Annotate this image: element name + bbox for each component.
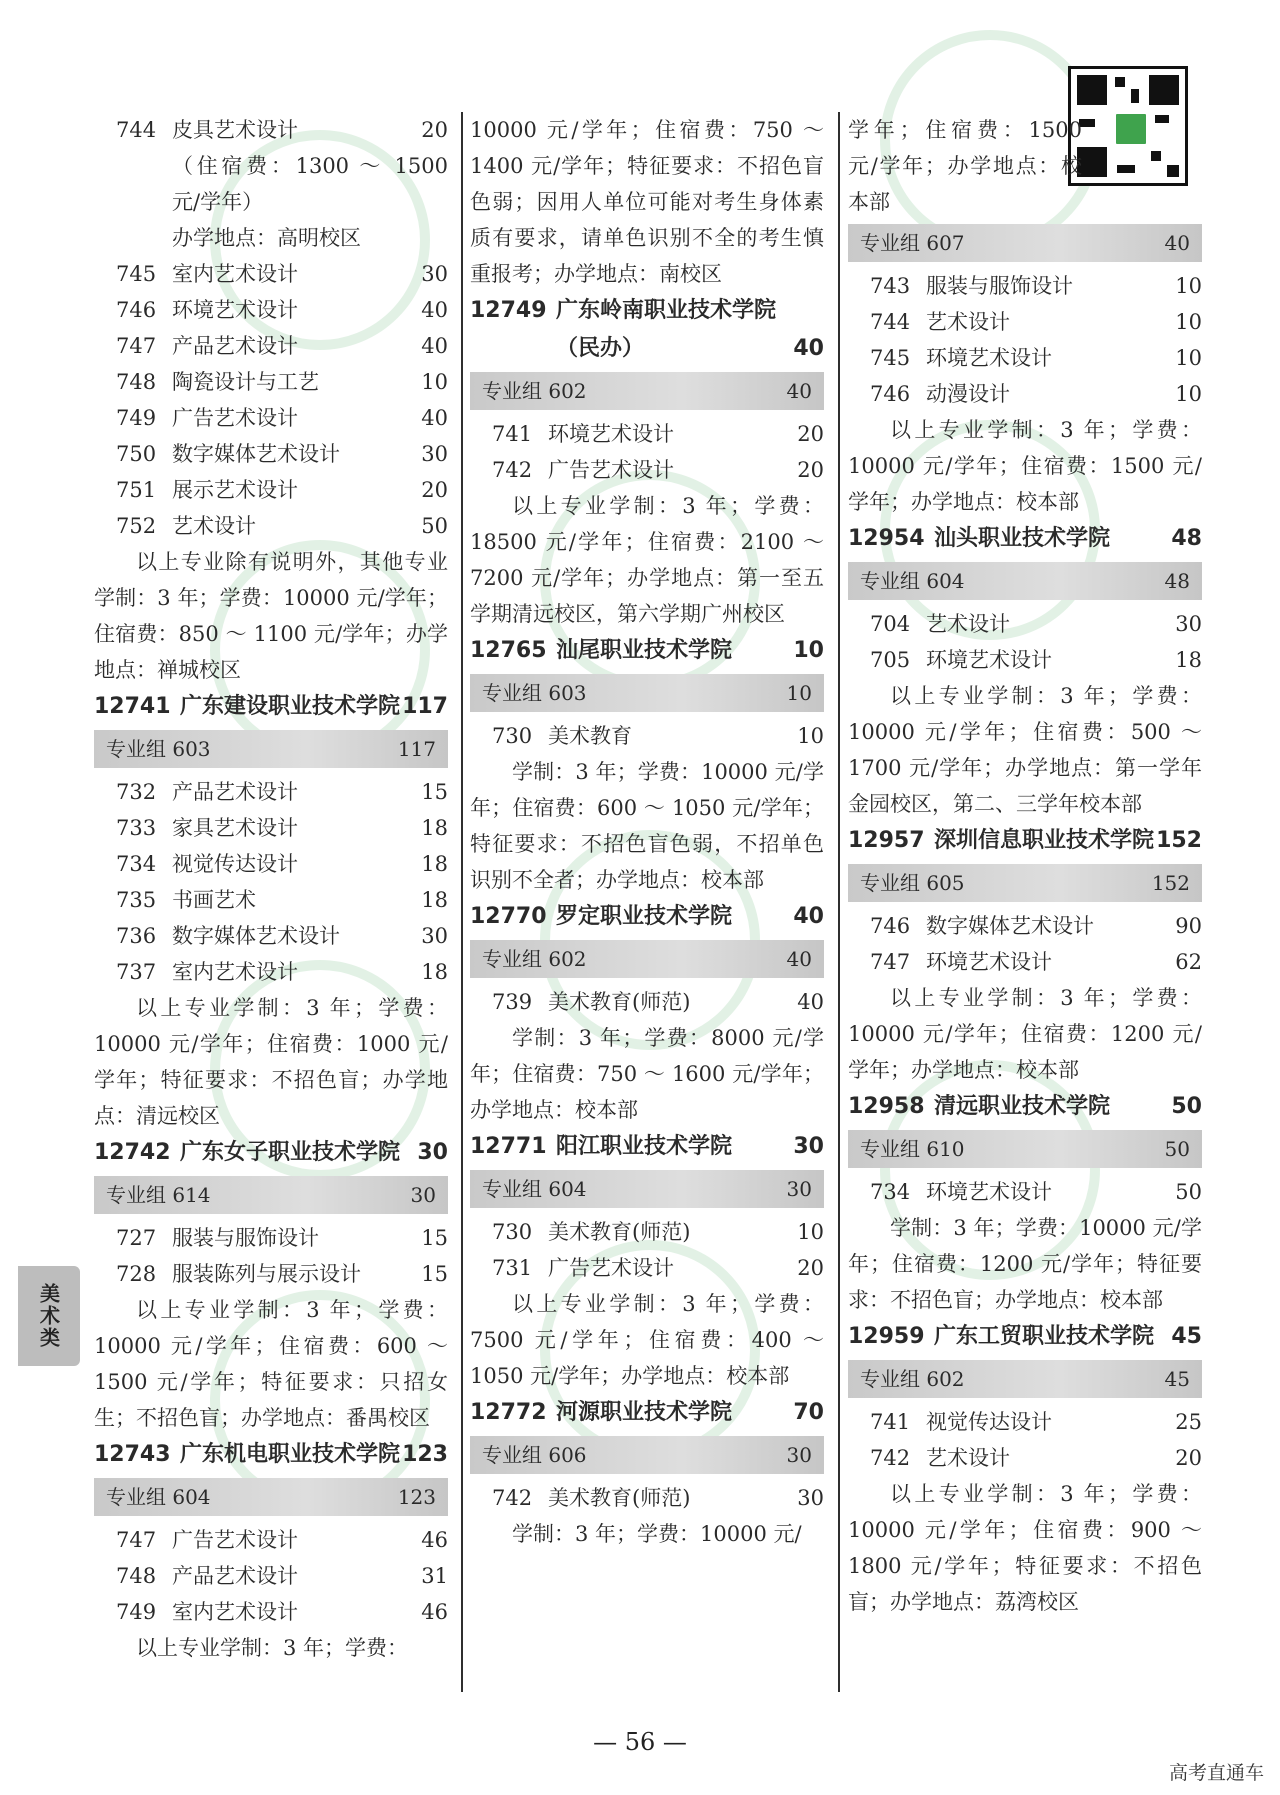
major-count: 15	[421, 1262, 448, 1286]
major-row	[848, 606, 1202, 642]
major-code: 731	[492, 1256, 533, 1280]
major-count: 30	[797, 1486, 824, 1510]
school-paragraph: 以上专业学制：3 年；学费：10000 元/学年；住宿费：600 ～ 1500 元/学年；特征要求：只招女生；不招色盲；办学地点：番禺校区	[94, 1298, 448, 1430]
major-name: 产品艺术设计	[172, 334, 298, 358]
school-heading: 12958 清远职业技术学院 50	[848, 1094, 1202, 1119]
major-group-bar: 专业组 602 45	[848, 1360, 1202, 1398]
major-row	[94, 1594, 448, 1630]
school-paragraph: 以上专业学制：3 年；学费：10000 元/学年；住宿费：1500 元/学年；办学地点：校本部	[848, 418, 1202, 514]
major-code: 733	[116, 816, 157, 840]
school-heading: 12771 阳江职业技术学院 30	[470, 1134, 824, 1159]
major-row	[94, 292, 448, 328]
major-row	[470, 1214, 824, 1250]
major-group-bar: 专业组 614 30	[94, 1176, 448, 1214]
major-list	[848, 1404, 1202, 1476]
major-count: 62	[1175, 950, 1202, 974]
major-name: 陶瓷设计与工艺	[172, 370, 319, 394]
major-row	[94, 472, 448, 508]
major-row	[848, 1440, 1202, 1476]
major-row	[470, 718, 824, 754]
major-row	[848, 1174, 1202, 1210]
major-name: 美术教育(师范)	[548, 1220, 691, 1244]
major-count: 50	[421, 514, 448, 538]
column-divider	[461, 112, 463, 1692]
major-code: 741	[870, 1410, 911, 1434]
major-list	[94, 256, 448, 544]
major-name: 广告艺术设计	[548, 458, 674, 482]
major-name: 视觉传达设计	[172, 852, 298, 876]
major-row	[94, 328, 448, 364]
major-list	[848, 268, 1202, 412]
major-code: 745	[116, 262, 157, 286]
major-group-bar: 专业组 603 10	[470, 674, 824, 712]
major-group-bar: 专业组 610 50	[848, 1130, 1202, 1168]
major-name: 动漫设计	[926, 382, 1010, 406]
major-name: 数字媒体艺术设计	[926, 914, 1094, 938]
major-count: 50	[1175, 1180, 1202, 1204]
major-count: 18	[421, 960, 448, 984]
school-paragraph: 以上专业学制：3 年；学费：	[136, 1636, 409, 1660]
major-count: 10	[421, 370, 448, 394]
major-count: 46	[421, 1528, 448, 1552]
major-count: 15	[421, 1226, 448, 1250]
school-heading: 12959 广东工贸职业技术学院 45	[848, 1324, 1202, 1349]
major-count: 10	[1175, 274, 1202, 298]
major-row	[94, 1220, 448, 1256]
major-list	[848, 1174, 1202, 1210]
major-count: 25	[1175, 1410, 1202, 1434]
school-heading: 12765 汕尾职业技术学院 10	[470, 638, 824, 663]
major-name: 服装陈列与展示设计	[172, 1262, 361, 1286]
major-count: 46	[421, 1600, 448, 1624]
major-code: 747	[870, 950, 911, 974]
major-count: 18	[1175, 648, 1202, 672]
school-heading: 12954 汕头职业技术学院 48	[848, 526, 1202, 551]
footer-brand: 高考直通车	[1168, 1762, 1264, 1784]
school-paragraph: 以上专业学制：3 年；学费：10000 元/学年；住宿费：900 ～ 1800 元/学年；特征要求：不招色盲；办学地点：荔湾校区	[848, 1482, 1202, 1614]
major-count: 18	[421, 852, 448, 876]
major-row	[94, 810, 448, 846]
school-paragraph: 学制：3 年；学费：10000 元/	[512, 1522, 802, 1546]
major-list	[470, 984, 824, 1020]
major-code: 742	[492, 458, 533, 482]
major-group-bar: 专业组 604 123	[94, 1478, 448, 1516]
major-group-bar: 专业组 606 30	[470, 1436, 824, 1474]
major-code: 739	[492, 990, 533, 1014]
major-name: 美术教育(师范)	[548, 990, 691, 1014]
major-group-bar: 专业组 605 152	[848, 864, 1202, 902]
major-name: 展示艺术设计	[172, 478, 298, 502]
major-row	[94, 882, 448, 918]
major-name: 环境艺术设计	[926, 346, 1052, 370]
major-code: 748	[116, 370, 157, 394]
major-count: 40	[421, 334, 448, 358]
major-list	[94, 1220, 448, 1292]
major-name: 环境艺术设计	[926, 648, 1052, 672]
major-name: 广告艺术设计	[172, 406, 298, 430]
school-paragraph: 学制：3 年；学费：10000 元/学年；住宿费：1200 元/学年；特征要求：不招色盲；办学地点：校本部	[848, 1216, 1202, 1312]
major-name: 美术教育(师范)	[548, 1486, 691, 1510]
major-code: 746	[116, 298, 157, 322]
major-count: 30	[421, 924, 448, 948]
major-name: 数字媒体艺术设计	[172, 924, 340, 948]
major-list	[470, 1214, 824, 1286]
major-name: 室内艺术设计	[172, 1600, 298, 1624]
major-code: 735	[116, 888, 157, 912]
major-code: 741	[492, 422, 533, 446]
major-list	[848, 606, 1202, 678]
major-row	[848, 268, 1202, 304]
major-count: 30	[421, 442, 448, 466]
major-list	[94, 774, 448, 990]
major-count: 15	[421, 780, 448, 804]
major-row	[94, 918, 448, 954]
major-count: 20	[797, 1256, 824, 1280]
major-group-bar: 专业组 604 48	[848, 562, 1202, 600]
major-name: 产品艺术设计	[172, 1564, 298, 1588]
major-group-bar: 专业组 602 40	[470, 940, 824, 978]
major-code: 730	[492, 1220, 533, 1244]
major-count: 31	[421, 1564, 448, 1588]
major-row	[848, 1404, 1202, 1440]
major-count: 30	[1175, 612, 1202, 636]
major-code: 743	[870, 274, 911, 298]
major-code: 737	[116, 960, 157, 984]
major-row	[848, 304, 1202, 340]
major-row: 744 皮具艺术设计 20	[116, 118, 448, 142]
major-code: 746	[870, 382, 911, 406]
school-heading: 12742 广东女子职业技术学院 30	[94, 1140, 448, 1165]
major-row	[470, 1250, 824, 1286]
major-count: 30	[421, 262, 448, 286]
major-code: 742	[492, 1486, 533, 1510]
major-name: 广告艺术设计	[548, 1256, 674, 1280]
major-row	[94, 436, 448, 472]
major-code: 749	[116, 406, 157, 430]
major-code: 705	[870, 648, 911, 672]
major-name: 广告艺术设计	[172, 1528, 298, 1552]
major-code: 752	[116, 514, 157, 538]
major-row	[848, 908, 1202, 944]
major-group-bar: 专业组 602 40	[470, 372, 824, 410]
school-paragraph: 以上专业学制：3 年；学费：10000 元/学年；住宿费：1000 元/学年；特征要求：不招色盲；办学地点：清远校区	[94, 996, 448, 1128]
major-name: 家具艺术设计	[172, 816, 298, 840]
major-count: 40	[421, 298, 448, 322]
major-name: 艺术设计	[172, 514, 256, 538]
major-row	[470, 984, 824, 1020]
major-code: 745	[870, 346, 911, 370]
major-group-bar: 专业组 607 40	[848, 224, 1202, 262]
major-name: 环境艺术设计	[926, 950, 1052, 974]
major-code: 730	[492, 724, 533, 748]
school-paragraph: 以上专业学制：3 年；学费：7500 元/学年；住宿费：400 ～ 1050 元/学年；办学地点：校本部	[470, 1292, 824, 1388]
major-code: 736	[116, 924, 157, 948]
major-row	[94, 774, 448, 810]
major-count: 10	[1175, 310, 1202, 334]
school-heading: 12743 广东机电职业技术学院 123	[94, 1442, 448, 1467]
major-list	[470, 718, 824, 754]
school-heading-sub: （民办） 40	[556, 336, 824, 361]
major-name: 室内艺术设计	[172, 960, 298, 984]
major-row	[94, 1256, 448, 1292]
major-list	[848, 908, 1202, 980]
column-left	[94, 112, 448, 1666]
major-row	[470, 1480, 824, 1516]
school-paragraph: 以上专业除有说明外，其他专业学制：3 年；学费：10000 元/学年；住宿费：850 ～ 1100 元/学年；办学地点：禅城校区	[94, 550, 448, 682]
major-row	[470, 452, 824, 488]
major-group-bar: 专业组 604 30	[470, 1170, 824, 1208]
major-code: 746	[870, 914, 911, 938]
school-heading: 12770 罗定职业技术学院 40	[470, 904, 824, 929]
major-list	[94, 1522, 448, 1630]
major-code: 751	[116, 478, 157, 502]
major-row	[94, 364, 448, 400]
column-right	[848, 112, 1202, 1620]
major-name: 书画艺术	[172, 888, 256, 912]
major-code: 744	[870, 310, 911, 334]
school-paragraph: 学制：3 年；学费：8000 元/学年；住宿费：750 ～ 1600 元/学年；办学地点：校本部	[470, 1026, 824, 1122]
major-row	[94, 846, 448, 882]
major-name: 艺术设计	[926, 612, 1010, 636]
major-row	[848, 376, 1202, 412]
school-paragraph: 以上专业学制：3 年；学费：10000 元/学年；住宿费：1200 元/学年；办学地点：校本部	[848, 986, 1202, 1082]
major-count: 40	[421, 406, 448, 430]
major-count: 18	[421, 816, 448, 840]
major-count: 10	[797, 724, 824, 748]
major-row	[94, 1522, 448, 1558]
school-heading: 12957 深圳信息职业技术学院 152	[848, 828, 1202, 853]
major-name: 服装与服饰设计	[926, 274, 1073, 298]
major-list	[470, 1480, 824, 1516]
major-name: 产品艺术设计	[172, 780, 298, 804]
major-code: 704	[870, 612, 911, 636]
major-count: 20	[797, 458, 824, 482]
page-number: — 56 —	[593, 1728, 687, 1756]
major-note: （住宿费：1300 ～ 1500 元/学年）	[172, 154, 448, 214]
major-name: 美术教育	[548, 724, 632, 748]
major-count: 20	[797, 422, 824, 446]
major-name: 艺术设计	[926, 1446, 1010, 1470]
major-name: 室内艺术设计	[172, 262, 298, 286]
major-count: 40	[797, 990, 824, 1014]
major-row	[848, 642, 1202, 678]
section-side-tab: 美术类	[18, 1266, 80, 1366]
major-code: 734	[116, 852, 157, 876]
major-row	[848, 944, 1202, 980]
major-row	[848, 340, 1202, 376]
major-code: 748	[116, 1564, 157, 1588]
major-list	[470, 416, 824, 488]
school-heading: 12772 河源职业技术学院 70	[470, 1400, 824, 1425]
major-count: 20	[421, 478, 448, 502]
column-middle	[470, 112, 824, 1552]
column-divider	[838, 112, 840, 1692]
major-code: 747	[116, 1528, 157, 1552]
major-name: 服装与服饰设计	[172, 1226, 319, 1250]
major-count: 10	[797, 1220, 824, 1244]
major-location: 办学地点：高明校区	[172, 226, 361, 250]
major-code: 742	[870, 1446, 911, 1470]
major-count: 10	[1175, 346, 1202, 370]
major-row	[94, 954, 448, 990]
major-name: 数字媒体艺术设计	[172, 442, 340, 466]
major-code: 747	[116, 334, 157, 358]
major-name: 艺术设计	[926, 310, 1010, 334]
major-row	[470, 416, 824, 452]
school-paragraph: 10000 元/学年；住宿费：750 ～ 1400 元/学年；特征要求：不招色盲色弱；因用人单位可能对考生身体素质有要求，请单色识别不全的考生慎重报考；办学地点：南校区	[470, 118, 824, 286]
major-name: 环境艺术设计	[548, 422, 674, 446]
major-code: 750	[116, 442, 157, 466]
school-paragraph: 学年；住宿费：1500 元/学年；办学地点：校本部	[848, 118, 1082, 214]
major-count: 20	[1175, 1446, 1202, 1470]
major-code: 728	[116, 1262, 157, 1286]
major-code: 734	[870, 1180, 911, 1204]
school-heading: 12741 广东建设职业技术学院 117	[94, 694, 448, 719]
major-row	[94, 508, 448, 544]
school-paragraph: 以上专业学制：3 年；学费：10000 元/学年；住宿费：500 ～ 1700 元/学年；办学地点：第一学年金园校区，第二、三学年校本部	[848, 684, 1202, 816]
major-code: 727	[116, 1226, 157, 1250]
school-paragraph: 学制：3 年；学费：10000 元/学年；住宿费：600 ～ 1050 元/学年；特征要求：不招色盲色弱，不招单色识别不全者；办学地点：校本部	[470, 760, 824, 892]
school-paragraph: 以上专业学制：3 年；学费：18500 元/学年；住宿费：2100 ～ 7200 元/学年；办学地点：第一至五学期清远校区，第六学期广州校区	[470, 494, 824, 626]
major-code: 732	[116, 780, 157, 804]
major-name: 视觉传达设计	[926, 1410, 1052, 1434]
major-row	[94, 256, 448, 292]
major-code: 749	[116, 1600, 157, 1624]
major-count: 18	[421, 888, 448, 912]
major-count: 10	[1175, 382, 1202, 406]
major-name: 环境艺术设计	[926, 1180, 1052, 1204]
major-count: 90	[1175, 914, 1202, 938]
major-group-bar: 专业组 603 117	[94, 730, 448, 768]
school-heading: 12749 广东岭南职业技术学院	[470, 298, 777, 323]
major-row	[94, 400, 448, 436]
major-row	[94, 1558, 448, 1594]
major-name: 环境艺术设计	[172, 298, 298, 322]
